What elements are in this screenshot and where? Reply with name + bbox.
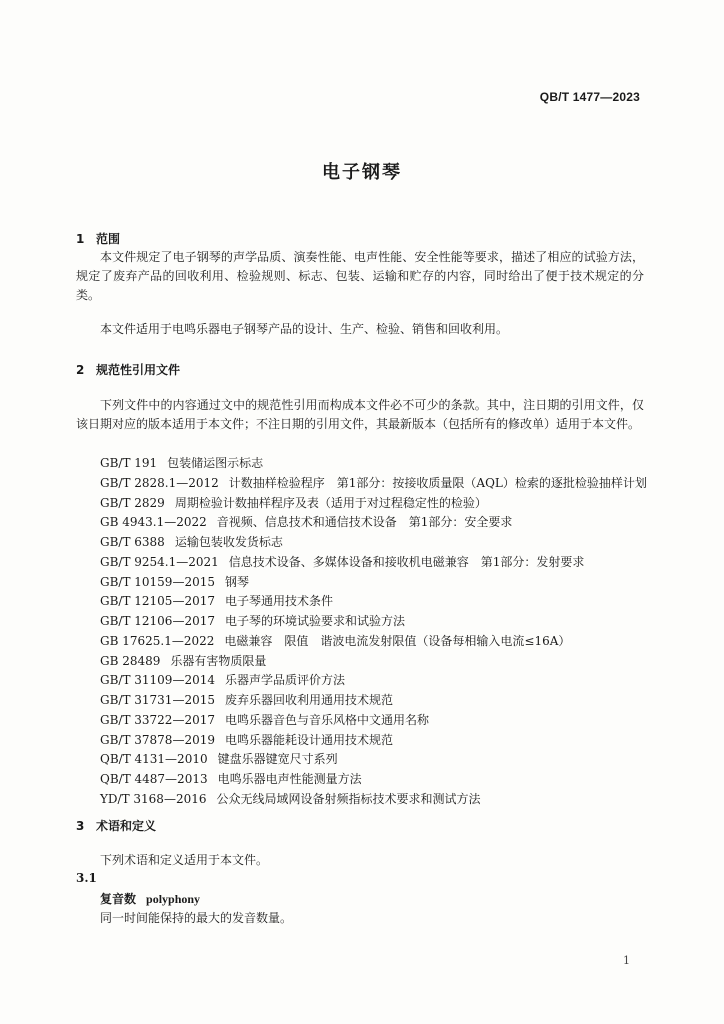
reference-title: 电鸣乐器音色与音乐风格中文通用名称 — [224, 712, 429, 727]
reference-title: 乐器有害物质限量 — [170, 653, 267, 668]
reference-item — [100, 652, 647, 672]
section-title: 范围 — [96, 232, 121, 246]
reference-code: GB/T 12105—2017 — [100, 594, 215, 609]
page-number: 1 — [623, 954, 630, 967]
reference-item — [100, 474, 647, 494]
reference-title: 公众无线局域网设备射频指标技术要求和测试方法 — [216, 791, 481, 806]
page-title: 电子钢琴 — [322, 162, 402, 183]
reference-title: 电子琴通用技术条件 — [224, 594, 333, 609]
section-title: 规范性引用文件 — [96, 363, 181, 377]
section-number: 1 — [76, 232, 85, 246]
section-heading-scope — [76, 230, 120, 247]
section-heading-terms — [76, 817, 156, 834]
reference-code: GB/T 2828.1—2012 — [100, 475, 219, 490]
reference-title: 电磁兼容 限值 谐波电流发射限值（设备每相输入电流≤16A） — [224, 633, 571, 648]
reference-code: GB/T 31731—2015 — [100, 693, 215, 707]
reference-code: GB/T 12106—2017 — [100, 614, 215, 628]
section-number: 2 — [76, 363, 85, 377]
reference-item — [100, 573, 647, 593]
reference-item — [100, 513, 647, 533]
standard-code: QB/T 1477—2023 — [539, 90, 640, 104]
reference-code: GB/T 6388 — [100, 535, 165, 549]
reference-code: YD/T 3168—2016 — [100, 791, 207, 806]
reference-code: QB/T 4487—2013 — [100, 772, 208, 786]
reference-item — [100, 711, 647, 731]
terms-intro: 下列术语和定义适用于本文件。 — [100, 853, 269, 867]
references-intro: 下列文件中的内容通过文中的规范性引用而构成本文件必不可少的条款。其中，注日期的引用文件，仅该日期对应的版本适用于本文件；不注日期的引用文件，其最新版本（包括所有的修改单）适用于本文件。 — [76, 398, 644, 431]
reference-title: 键盘乐器键宽尺寸系列 — [217, 752, 338, 767]
reference-title: 周期检验计数抽样程序及表（适用于对过程稳定性的检验） — [174, 495, 487, 510]
reference-item — [100, 750, 647, 770]
reference-code: GB/T 9254.1—2021 — [100, 554, 219, 569]
reference-title: 乐器声学品质评价方法 — [224, 673, 345, 688]
reference-item — [100, 770, 647, 790]
reference-code: QB/T 4131—2010 — [100, 752, 208, 767]
reference-title: 信息技术设备、多媒体设备和接收机电磁兼容 第1部分：发射要求 — [228, 554, 585, 569]
reference-item — [100, 533, 647, 553]
reference-code: GB 28489 — [100, 653, 161, 668]
scope-paragraph-2: 本文件适用于电鸣乐器电子钢琴产品的设计、生产、检验、销售和回收利用。 — [100, 322, 509, 336]
reference-item — [100, 454, 647, 474]
reference-title: 电鸣乐器电声性能测量方法 — [217, 772, 362, 786]
term-name-chinese: 复音数 — [100, 892, 137, 906]
reference-code: GB 4943.1—2022 — [100, 515, 207, 530]
reference-title: 废弃乐器回收利用通用技术规范 — [224, 693, 393, 707]
reference-code: GB 17625.1—2022 — [100, 633, 215, 648]
section-number: 3 — [76, 819, 85, 833]
reference-item — [100, 632, 647, 652]
reference-title: 包装储运图示标志 — [167, 456, 264, 470]
reference-list — [100, 454, 647, 810]
term-definition: 同一时间能保持的最大的发音数量。 — [100, 911, 293, 925]
reference-item — [100, 691, 647, 711]
reference-code: GB/T 2829 — [100, 495, 165, 510]
reference-item — [100, 553, 647, 573]
scope-paragraph-1: 本文件规定了电子钢琴的声学品质、演奏性能、电声性能、安全性能等要求，描述了相应的试验方法，规定了废弃产品的回收利用、检验规则、标志、包装、运输和贮存的内容，同时给出了便于技术规定的分类。 — [76, 250, 644, 302]
term-number: 3.1 — [76, 871, 97, 885]
reference-item — [100, 612, 647, 632]
reference-code: GB/T 10159—2015 — [100, 574, 215, 589]
reference-title: 电鸣乐器能耗设计通用技术规范 — [224, 732, 393, 747]
section-title: 术语和定义 — [96, 819, 157, 833]
term-name — [100, 890, 200, 907]
reference-title: 运输包装收发货标志 — [174, 535, 283, 549]
reference-title: 音视频、信息技术和通信技术设备 第1部分：安全要求 — [216, 515, 513, 530]
reference-item — [100, 494, 647, 514]
reference-item — [100, 671, 647, 691]
section-heading-normative-references — [76, 361, 180, 378]
reference-title: 计数抽样检验程序 第1部分：按接收质量限（AQL）检索的逐批检验抽样计划 — [228, 475, 647, 490]
reference-title: 电子琴的环境试验要求和试验方法 — [224, 614, 405, 628]
reference-item — [100, 790, 647, 810]
reference-item — [100, 731, 647, 751]
term-name-english: polyphony — [146, 892, 201, 906]
reference-item — [100, 592, 647, 612]
reference-code: GB/T 31109—2014 — [100, 673, 215, 688]
reference-code: GB/T 37878—2019 — [100, 732, 215, 747]
reference-code: GB/T 33722—2017 — [100, 712, 215, 727]
reference-title: 钢琴 — [224, 574, 249, 589]
reference-code: GB/T 191 — [100, 456, 158, 470]
